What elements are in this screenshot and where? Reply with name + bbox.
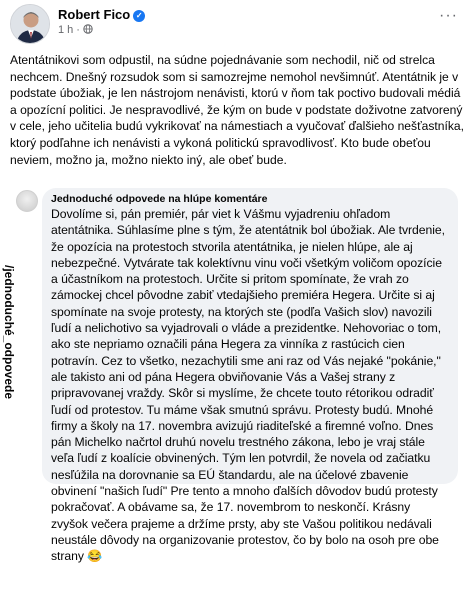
- author-avatar[interactable]: [10, 4, 50, 44]
- verified-badge-icon: ✓: [133, 10, 145, 22]
- avatar-portrait-icon: [11, 5, 50, 44]
- comment-bubble: [42, 188, 458, 564]
- more-options-icon[interactable]: ···: [439, 7, 458, 24]
- post-meta: [58, 24, 93, 36]
- side-watermark-text: /jednoduché_odpovede: [2, 264, 16, 400]
- commenter-avatar[interactable]: [16, 190, 38, 212]
- post-header: [10, 4, 464, 44]
- post-body: Atentátnikovi som odpustil, na súdne pojednávanie som nechodil, nič od strelca nechcem. Dnešný rozsudok som si samozrejme nemohol nevšimnúť. Atentátnik je v podstate úbožiak, je len nástrojom nenávisti, ktorú v ňom tak poctivo budovali médiá a opozícní politici. Je nespravodlivé, že kým on bude v podstate doživotne zatvorený v cele, jeho učitelia budú vykrikovať na námestiach a vyučovať ďalšieho nešťastníka, ktorý podľahne ich nenávisti a vykoná politickú spravodlivosť. Kto bude obeťou neviem, možno ja, možno niekto iný, ale obeť bude.: [10, 53, 464, 167]
- author-name[interactable]: [58, 7, 145, 22]
- author-name-text[interactable]: Robert Fico: [58, 7, 131, 22]
- globe-icon: [83, 24, 93, 34]
- meta-separator: ·: [76, 24, 80, 36]
- post-timestamp[interactable]: 1 h: [58, 24, 74, 36]
- comment-body: Dovolíme si, pán premiér, pár viet k Vášmu vyjadreniu ohľadom atentátnika. Súhlasíme plne s tým, že atentátnik bol úbožiak. Ale tvrdenie, že opozícia na protestoch stvorila atentátnika, je nielen hlúpe, ale aj nebezpečné. Vytvárate tak kolektívnu vinu voči všetkým voličom opozície a účastníkom na protestoch. Určite si pritom spomínate, že vrah zo zámockej chcel pôvodne zabiť vtedajšieho premiéra Hegera. Určite si aj spomínate na svoje protesty, na ktorých ste (podľa Vašich slov) navozili ľudí a nelichotivo sa vyjadrovali o vláde a prezidentke. Nehovoriac o tom, ako ste nepriamo označili pána Hegera za vinníka z rastúcich cien potravín. Cez to všetko, nezachytili sme ani raz od Vás nejaké "pokánie," ale takisto ani od pána Hegera obviňovanie Vás a Vašej strany z pripravovanej vraždy. Skôr si myslíme, že chcete touto rétorikou odradiť ľudí od protestov. Tu máme však smutnú správu. Protesty budú. Mnohé firmy a školy na 17. novembra avizujú riaditeľské a firemné voľno. Dnes pán Michelko načrtol druhú novelu trestného zákona, lebo je vraj stále veľa ľudí z koalície obvinených. Tým len potvrdil, že novela od začiatku nesľúžila na dorovnanie sa EÚ štandardu, ale na účelové zbavenie obvinení "našich ľudí" Pre tento a mnoho ďalších dôvodov budú protesty pokračovať. A obávame sa, že 17. novembrom to neskončí. Krásny zvyšok večera prajeme a držíme prsty, aby ste Vašou politikou nedávali neustále dôvody na organizovanie protestov, čo by bolo na osoh pre obe strany 😂: [51, 207, 445, 564]
- commenter-name[interactable]: Jednoduché odpovede na hlúpe komentáre: [51, 193, 268, 205]
- side-watermark: [2, 262, 16, 402]
